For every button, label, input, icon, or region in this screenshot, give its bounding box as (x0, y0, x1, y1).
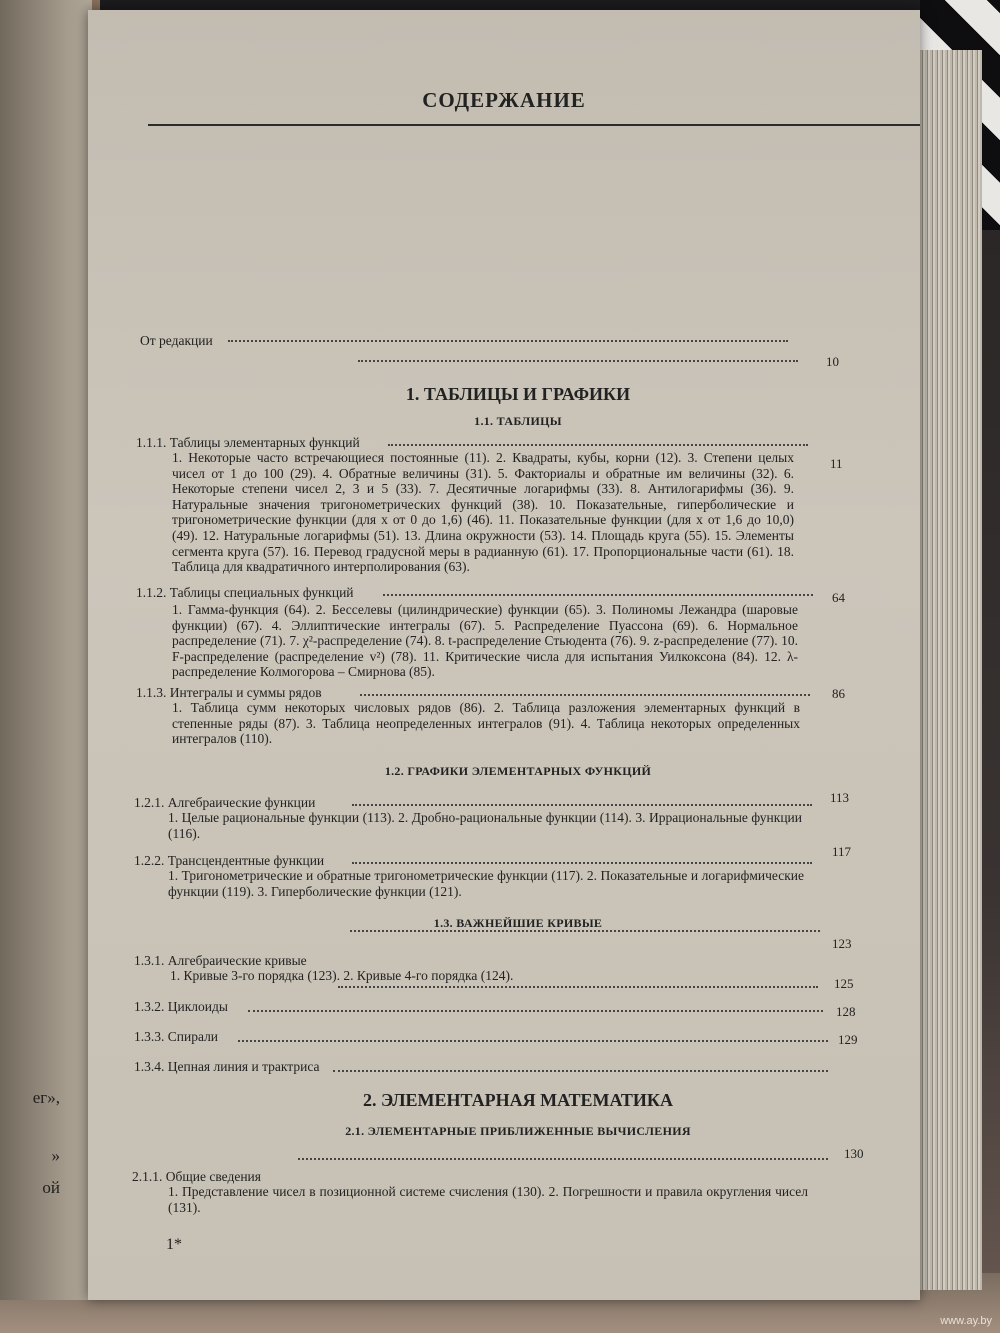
toc-entry-title: 1.1.3. Интегралы и суммы рядов (136, 685, 322, 700)
page-edges (910, 50, 982, 1290)
book-page (88, 10, 920, 1300)
toc-entry-title: 1.3.4. Цепная линия и трактриса (134, 1059, 320, 1074)
heading-rule (148, 124, 920, 126)
page-number: 64 (832, 590, 845, 605)
page-number: 117 (832, 844, 852, 859)
chapter-title: 1. ТАБЛИЦЫ И ГРАФИКИ (405, 384, 631, 404)
leader-dots (360, 694, 810, 696)
page-number: 130 (844, 1146, 864, 1161)
section-title: 2.1. ЭЛЕМЕНТАРНЫЕ ПРИБЛИЖЕННЫЕ ВЫЧИСЛЕНИЯ (345, 1124, 691, 1138)
toc-entry-description: 1. Тригонометрические и обратные тригонометрические функции (117). 2. Показательные и логарифмические функции (119). 3. Гиперболические функции (121). (168, 868, 804, 899)
page-number: 86 (832, 686, 845, 701)
leader-dots (388, 444, 808, 446)
preface-label: От редакции (140, 333, 213, 348)
toc-entry-title: 2.1.1. Общие сведения (132, 1169, 261, 1184)
left-page-fragment: ег», (32, 1088, 60, 1107)
toc-entry-description: 1. Целые рациональные функции (113). 2. Дробно-рациональные функции (114). 3. Иррациональные функции (116). (168, 810, 802, 841)
section-title: 1.3. ВАЖНЕЙШИЕ КРИВЫЕ (433, 916, 603, 930)
toc-entry-description: 1. Кривые 3-го порядка (123). 2. Кривые 4-го порядка (124). (170, 968, 514, 983)
left-page-fragment: ой (42, 1178, 60, 1197)
leader-dots (350, 930, 820, 932)
toc-entry-description: 1. Некоторые часто встречающиеся постоянные (11). 2. Квадраты, кубы, корни (12). 3. Степени целых чисел от 1 до 100 (29). 4. Обратные величины (31). 5. Факториалы и обратные им величины (32). 6. Некоторые степени чисел 2, 3 и 5 (33). 7. Десятичные логарифмы (33). 8. Антилогарифмы (36). 9. Натуральные значения тригонометрических функций (38). 10. Показательные, гиперболические и тригонометрические функции (для x от 0 до 1,6) (46). 11. Показательные функции (для x от 1,6 до 10,0) (49). 12. Натуральные логарифмы (51). 13. Длина окружности (53). 14. Площадь круга (55). 15. Элементы сегмента круга (57). 16. Перевод градусной меры в радианную (61). 17. Пропорциональные части (61). 18. Таблица для квадратичного интерполирования (63). (172, 450, 794, 575)
toc-entry-description: 1. Таблица сумм некоторых числовых рядов (86). 2. Таблица разложения элементарных функций в степенные ряды (87). 3. Таблица неопределенных интегралов (91). 4. Таблица некоторых определенных интегралов (110). (172, 700, 800, 747)
leader-dots (352, 804, 812, 806)
page-number: 129 (838, 1032, 858, 1047)
section-title: 1.1. ТАБЛИЦЫ (474, 414, 562, 428)
leader-dots (383, 594, 813, 596)
toc-entry-description: 1. Представление чисел в позиционной системе счисления (130). 2. Погрешности и правила округления чисел (131). (168, 1184, 808, 1215)
leader-dots (338, 986, 818, 988)
page-number: 125 (834, 976, 854, 991)
leader-dots (298, 1158, 828, 1160)
page-number: 10 (826, 354, 839, 369)
leader-dots (352, 862, 812, 864)
left-facing-page (0, 0, 92, 1300)
toc-entry-title: 1.1.2. Таблицы специальных функций (136, 585, 354, 600)
page-number: 113 (830, 790, 850, 805)
leader-dots (248, 1010, 823, 1012)
leader-dots (238, 1040, 828, 1042)
toc-entry-title: 1.3.1. Алгебраические кривые (134, 953, 307, 968)
toc-entry-title: 1.1.1. Таблицы элементарных функций (136, 435, 360, 450)
leader-dots (358, 360, 798, 362)
toc-entry-title: 1.3.3. Спирали (134, 1029, 219, 1044)
page-number: 128 (836, 1004, 856, 1019)
watermark: www.ay.by (940, 1315, 992, 1327)
leader-dots (228, 340, 788, 342)
left-page-fragment: » (51, 1146, 60, 1165)
toc-entry-title: 1.2.1. Алгебраические функции (134, 795, 316, 810)
page-number: 11 (830, 456, 843, 471)
signature-mark: 1* (166, 1236, 182, 1253)
chapter-title: 2. ЭЛЕМЕНТАРНАЯ МАТЕМАТИКА (363, 1090, 673, 1110)
toc-entry-title: 1.3.2. Циклоиды (134, 999, 228, 1014)
section-title: 1.2. ГРАФИКИ ЭЛЕМЕНТАРНЫХ ФУНКЦИЙ (384, 764, 652, 778)
leader-dots (333, 1070, 828, 1072)
toc-entry-description: 1. Гамма-функция (64). 2. Бесселевы (цилиндрические) функции (65). 3. Полиномы Лежандра (шаровые функции) (67). 4. Эллиптические интегралы (67). 5. Распределение Пуассона (69). 6. Нормальное распределение (71). 7. χ²-распределение (74). 8. t-распределение Стьюдента (76). 9. z-распределение (77). 10. F-распределение (распределение v²) (78). 11. Критические числа для испытания Уилкоксона (84). 12. λ-распределение Колмогорова – Смирнова (85). (172, 602, 798, 680)
page-number: 123 (832, 936, 852, 951)
page-heading: СОДЕРЖАНИЕ (422, 88, 586, 112)
toc-entry-title: 1.2.2. Трансцендентные функции (134, 853, 325, 868)
